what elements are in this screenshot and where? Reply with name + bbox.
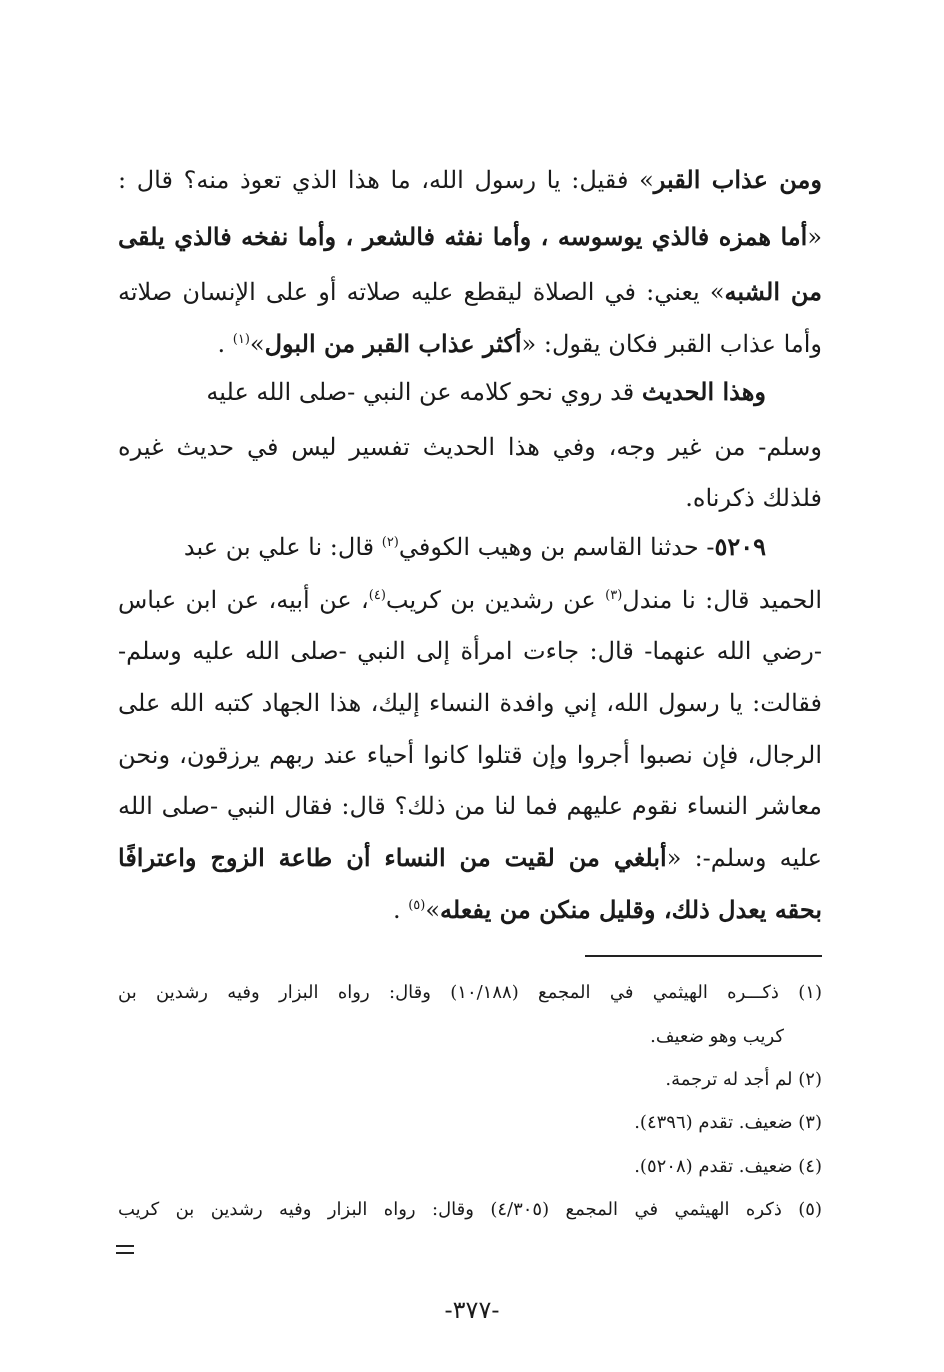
body-line-7 (118, 478, 822, 518)
footnote-separator (585, 955, 822, 957)
footnote-marker: (٣) (605, 588, 623, 603)
body-line-9 (118, 580, 822, 620)
footnote-4: (٤) ضعيف. تقدم (٥٢٠٨). (634, 1156, 822, 1177)
bold-phrase: وهذا الحديث (641, 377, 766, 406)
body-line-11 (118, 683, 822, 723)
text-run: . (217, 330, 233, 358)
bold-phrase: ومن عذاب القبر (653, 165, 823, 194)
text-run: » (425, 896, 441, 924)
footnote-marker: (٢) (381, 535, 399, 550)
text-run: الرجال، فإن نصبوا أجروا وإن قتلوا كانوا أحياء عند ربهم يرزقون، ونحن (118, 741, 822, 769)
body-line-5 (206, 372, 766, 412)
body-line-13 (118, 786, 822, 826)
body-line-15 (118, 890, 822, 930)
body-line-4 (118, 324, 822, 364)
body-line-1 (118, 160, 822, 200)
body-line-14 (118, 838, 822, 878)
body-line-3 (118, 272, 822, 312)
footnote-marker: (٤) (368, 588, 386, 603)
text-run: وسلم- من غير وجه، وفي هذا الحديث تفسير ليس في حديث غيره (118, 433, 822, 461)
footnote-3: (٣) ضعيف. تقدم (٤٣٩٦). (634, 1112, 822, 1133)
body-line-12 (118, 735, 822, 775)
bold-phrase: من الشبه (724, 277, 822, 306)
bold-phrase: أبلغي من لقيت من النساء أن طاعة الزوج واعترافًا (118, 843, 667, 872)
body-line-8 (184, 527, 766, 567)
body-line-10 (118, 631, 822, 671)
footnote-1-continuation: كريب وهو ضعيف. (650, 1026, 784, 1047)
bold-phrase: أكثر عذاب القبر من البول (264, 329, 522, 358)
body-line-6 (118, 427, 822, 467)
footnote-5: (٥) ذكره الهيثمي في المجمع (٤/٣٠٥) وقال: رواه البزار وفيه رشدين بن كريب (118, 1199, 822, 1220)
text-run: - حدثنا القاسم بن وهيب الكوفي (398, 533, 715, 561)
text-run: عليه وسلم-: « (666, 844, 822, 872)
footnote-2: (٢) لم أجد له ترجمة. (665, 1069, 822, 1090)
text-run: الحميد قال: نا مندل (622, 586, 823, 614)
text-run: قد روي نحو كلامه عن النبي -صلى الله عليه (206, 378, 642, 406)
text-run: فلذلك ذكرناه. (685, 484, 822, 512)
text-run: عن رشدين بن كريب (385, 586, 606, 614)
text-run: « (807, 223, 822, 251)
body-line-2 (118, 217, 822, 257)
text-run: ، عن أبيه، عن ابن عباس (118, 586, 369, 614)
text-run: فقالت: يا رسول الله، إني وافدة النساء إليك، هذا الجهاد كتبه الله على (118, 689, 822, 717)
continuation-mark (116, 1245, 134, 1255)
footnote-marker: (٥) (408, 898, 426, 913)
text-run: » يعني: في الصلاة ليقطع عليه صلاته أو على الإنسان صلاته (118, 278, 725, 306)
page-number: -٣٧٧- (444, 1296, 500, 1324)
bold-phrase: أما همزه فالذي يوسوسه ، وأما نفثه فالشعر ، وأما نفخه فالذي يلقى (118, 222, 808, 251)
bold-phrase: بحقه يعدل ذلك، وقليل منكن من يفعله (440, 895, 822, 924)
footnote-marker: (١) (232, 332, 250, 347)
text-run: -رضي الله عنهما- قال: جاءت امرأة إلى النبي -صلى الله عليه وسلم- (118, 637, 823, 665)
hadith-number: ٥٢٠٩ (714, 532, 766, 561)
text-run: » (249, 330, 265, 358)
text-run: معاشر النساء نقوم عليهم فما لنا من ذلك؟ قال: فقال النبي -صلى الله (118, 792, 822, 820)
text-run: . (392, 896, 409, 924)
footnote-1: (١) ذكـــره الهيثمي في المجمع (١٠/١٨٨) وقال: رواه البزار وفيه رشدين بن (118, 982, 822, 1003)
text-run: وأما عذاب القبر فكان يقول: « (521, 330, 822, 358)
text-run: » فقيل: يا رسول الله، ما هذا الذي تعوذ منه؟ قال : (118, 166, 654, 194)
text-run: قال: نا علي بن عبد (183, 533, 382, 561)
